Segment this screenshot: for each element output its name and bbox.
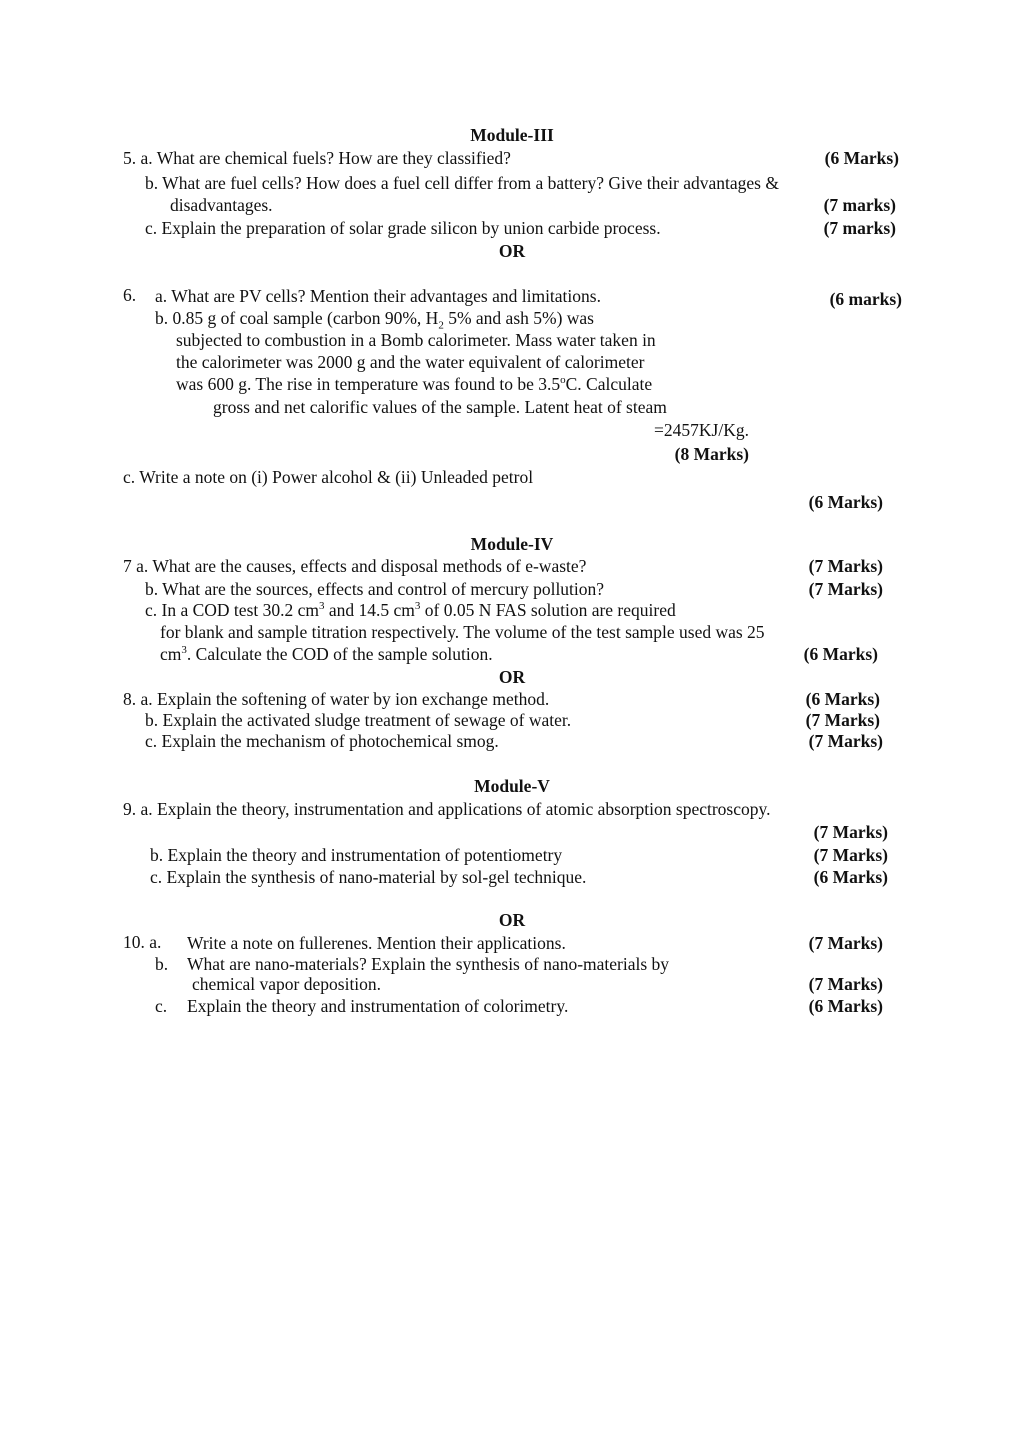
q5-a: 5. a. What are chemical fuels? How are they classified? (123, 148, 511, 168)
q5-c-marks: (7 marks) (823, 218, 896, 238)
q6-c-marks: (6 Marks) (808, 492, 883, 512)
q7-b: b. What are the sources, effects and control of mercury pollution? (145, 579, 605, 599)
q10-b-label: b. (155, 954, 169, 974)
q10-a: Write a note on fullerenes. Mention their applications. (187, 933, 566, 953)
q5-b-line2: disadvantages. (170, 195, 273, 215)
q8-c: c. Explain the mechanism of photochemical smog. (145, 731, 499, 751)
q8-b: b. Explain the activated sludge treatment of sewage of water. (145, 710, 572, 730)
q9-a-marks: (7 Marks) (813, 822, 888, 842)
q10-c: Explain the theory and instrumentation of colorimetry. (187, 996, 569, 1016)
q10-c-label: c. (155, 996, 168, 1016)
q7-c-line1: c. In a COD test 30.2 $cm^3$ and 14.5 $cm^3$ of 0.05 N FAS solution are required (145, 600, 676, 620)
q9-c-marks: (6 Marks) (813, 867, 888, 887)
q8-a: 8. a. Explain the softening of water by ion exchange method. (123, 689, 550, 709)
q7-c-line2: for blank and sample titration respectively. The volume of the test sample used was 25 (160, 622, 765, 642)
q9-b: b. Explain the theory and instrumentation of potentiometry (150, 845, 563, 865)
q6-b-line5: gross and net calorific values of the sample. Latent heat of steam (213, 397, 667, 417)
q5-a-marks: (6 Marks) (824, 148, 899, 168)
q6-b-line3: the calorimeter was 2000 g and the water equivalent of calorimeter (176, 352, 645, 372)
q6-number: 6. (123, 285, 137, 305)
module-3-heading: Module-III (470, 125, 554, 145)
q8-c-marks: (7 Marks) (808, 731, 883, 751)
q6-c: c. Write a note on (i) Power alcohol & (ii) Unleaded petrol (123, 467, 534, 487)
q9-c: c. Explain the synthesis of nano-material by sol-gel technique. (150, 867, 587, 887)
q10-b-line2: chemical vapor deposition. (192, 974, 382, 994)
q6-b-line6: =2457KJ/Kg. (654, 420, 749, 440)
q6-b-line4: was 600 g. The rise in temperature was found to be 3.5$^o$C. Calculate (176, 374, 653, 394)
q10-a-marks: (7 Marks) (808, 933, 883, 953)
q10-b-line1: What are nano-materials? Explain the synthesis of nano-materials by (187, 954, 670, 974)
q6-a-marks: (6 marks) (829, 289, 902, 309)
q8-a-marks: (6 Marks) (805, 689, 880, 709)
q9-b-marks: (7 Marks) (813, 845, 888, 865)
q9-a: 9. a. Explain the theory, instrumentation and applications of atomic absorption spectroscopy. (123, 799, 771, 819)
q6-b-line1: b. 0.85 g of coal sample (carbon 90%, $H_2$ 5% and ash 5%) was (155, 308, 594, 332)
q8-b-marks: (7 Marks) (805, 710, 880, 730)
module-5-heading: Module-V (474, 776, 550, 796)
or-divider-2: OR (498, 667, 526, 687)
q5-b-line1: b. What are fuel cells? How does a fuel cell differ from a battery? Give their advantages & (145, 173, 779, 193)
q6-b-marks: (8 Marks) (674, 444, 749, 464)
or-divider-1: OR (498, 241, 526, 261)
q10-b-marks: (7 Marks) (808, 974, 883, 994)
q7-b-marks: (7 Marks) (808, 579, 883, 599)
q7-c-line3: $cm^3$. Calculate the COD of the sample solution. (160, 644, 493, 664)
module-4-heading: Module-IV (470, 534, 554, 554)
q6-a: a. What are PV cells? Mention their advantages and limitations. (155, 286, 601, 306)
q6-b-line2: subjected to combustion in a Bomb calorimeter. Mass water taken in (176, 330, 656, 350)
q10-a-label: 10. a. (123, 932, 162, 952)
or-divider-3: OR (498, 910, 526, 930)
q10-c-marks: (6 Marks) (808, 996, 883, 1016)
q5-b-marks: (7 marks) (823, 195, 896, 215)
q7-a-marks: (7 Marks) (808, 556, 883, 576)
q5-c: c. Explain the preparation of solar grade silicon by union carbide process. (145, 218, 661, 238)
q7-a: 7 a. What are the causes, effects and disposal methods of e-waste? (123, 556, 587, 576)
q7-c-marks: (6 Marks) (803, 644, 878, 664)
